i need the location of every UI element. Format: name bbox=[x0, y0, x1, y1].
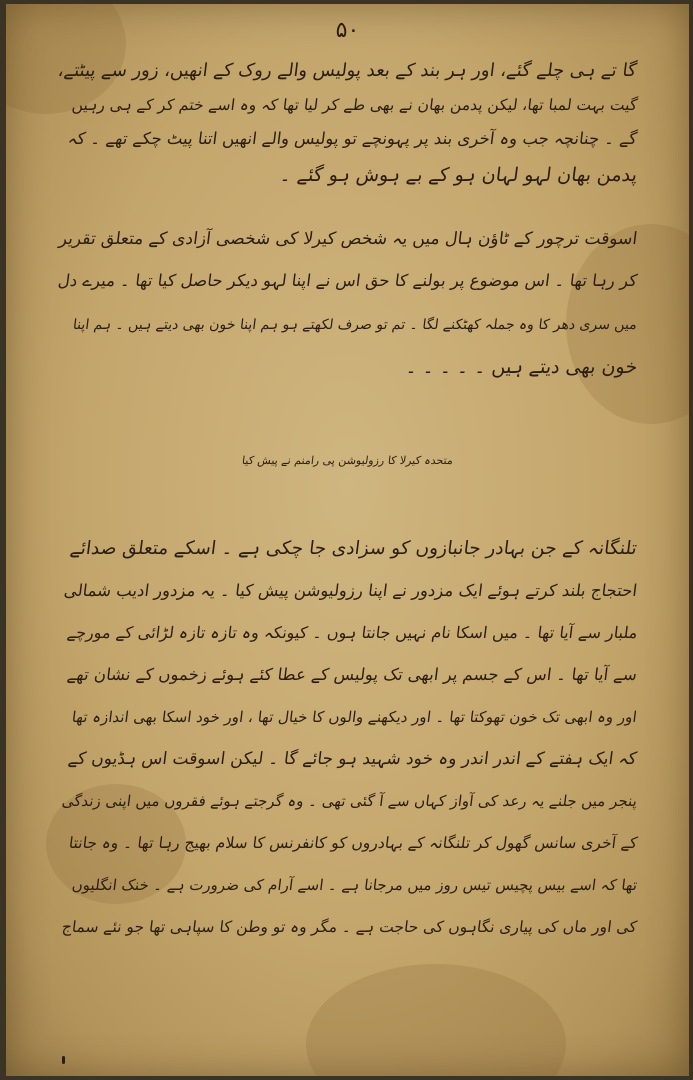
text-line: کہ ایک ہفتے کے اندر اندر وہ خود شہید ہو جائے گا ۔ لیکن اسوقت اس ہڈیوں کے bbox=[67, 749, 639, 769]
text-line: پدمن بھان لہو لہان ہو کے بے ہوش ہو گئے ۔ bbox=[278, 164, 639, 186]
text-line: سے آیا تھا ۔ اس کے جسم پر ابھی تک پولیس کے عطا کئے ہوئے زخموں کے نشان تھے bbox=[65, 665, 639, 684]
book-page bbox=[6, 4, 689, 1076]
text-line: میں سری دھر کا وہ جملہ کھٹکنے لگا ۔ تم تو صرف لکھتے ہو ہم اپنا خون بھی دیتے ہیں ۔ ہم اپنا bbox=[72, 317, 638, 333]
page-number: ۵۰ bbox=[335, 18, 360, 43]
text-line: کے آخری سانس گھول کر تلنگانہ کے بہادروں کو کانفرنس کا سلام بھیج رہا تھا ۔ وہ جانتا bbox=[67, 834, 639, 852]
ink-mark bbox=[62, 1056, 65, 1064]
text-line: پنجر میں جلنے یہ رعد کی آواز کہاں سے آ گئی تھی ۔ وہ گرجتے ہوئے فقروں میں اپنی زندگی bbox=[60, 792, 639, 810]
text-line: گے ۔ چنانچہ جب وہ آخری بند پر پہونچے تو پولیس والے انھیں اتنا پیٹ چکے تھے ۔ کہ bbox=[66, 129, 639, 148]
text-line: خون بھی دیتے ہیں ۔ ۔ ۔ ۔ ۔ bbox=[404, 356, 639, 378]
text-line: اور وہ ابھی تک خون تھوکتا تھا ۔ اور دیکھنے والوں کا خیال تھا ، اور خود اسکا بھی اندازہ تھا bbox=[71, 708, 639, 726]
text-line: کی اور ماں کی پیاری نگاہوں کی حاجت ہے ۔ مگر وہ تو وطن کا سپاہی تھا جو نئے سماج bbox=[61, 918, 639, 936]
text-line: اسوقت ترچور کے ٹاؤن ہال میں یہ شخص کیرلا کی شخصی آزادی کے متعلق تقریر bbox=[57, 229, 639, 249]
text-line: گا تے ہی چلے گئے، اور ہر بند کے بعد پولیس والے روک کے انھیں، زور سے پیٹتے، bbox=[57, 60, 639, 81]
text-line: گیت بہت لمبا تھا، لیکن پدمن بھان نے بھی طے کر لیا تھا کہ وہ اسے ختم کر کے ہی رہیں bbox=[70, 96, 639, 114]
text-line: ملبار سے آیا تھا ۔ میں اسکا نام نہیں جانتا ہوں ۔ کیونکہ وہ تازہ تازہ لڑائی کے مورچے bbox=[65, 623, 639, 642]
text-line: تھا کہ اسے بیس پچیس تیس روز میں مرجانا ہے ۔ اسے آرام کی ضرورت ہے ۔ خنک انگلیوں bbox=[70, 876, 639, 894]
text-line: کر رہا تھا ۔ اس موضوع پر بولنے کا حق اس نے اپنا لہو دیکر حاصل کیا تھا ۔ میرے دل bbox=[56, 271, 639, 290]
text-line: تلنگانہ کے جن بہادر جانبازوں کو سزادی جا چکی ہے ۔ اسکے متعلق صدائے bbox=[68, 538, 639, 559]
section-heading: متحدہ کیرلا کا رزولیوشن پی رامنم نے پیش کیا bbox=[241, 454, 454, 467]
text-line: احتجاج بلند کرتے ہوئے ایک مزدور نے اپنا رزولیوشن پیش کیا ۔ یہ مزدور ادیب شمالی bbox=[62, 581, 639, 600]
